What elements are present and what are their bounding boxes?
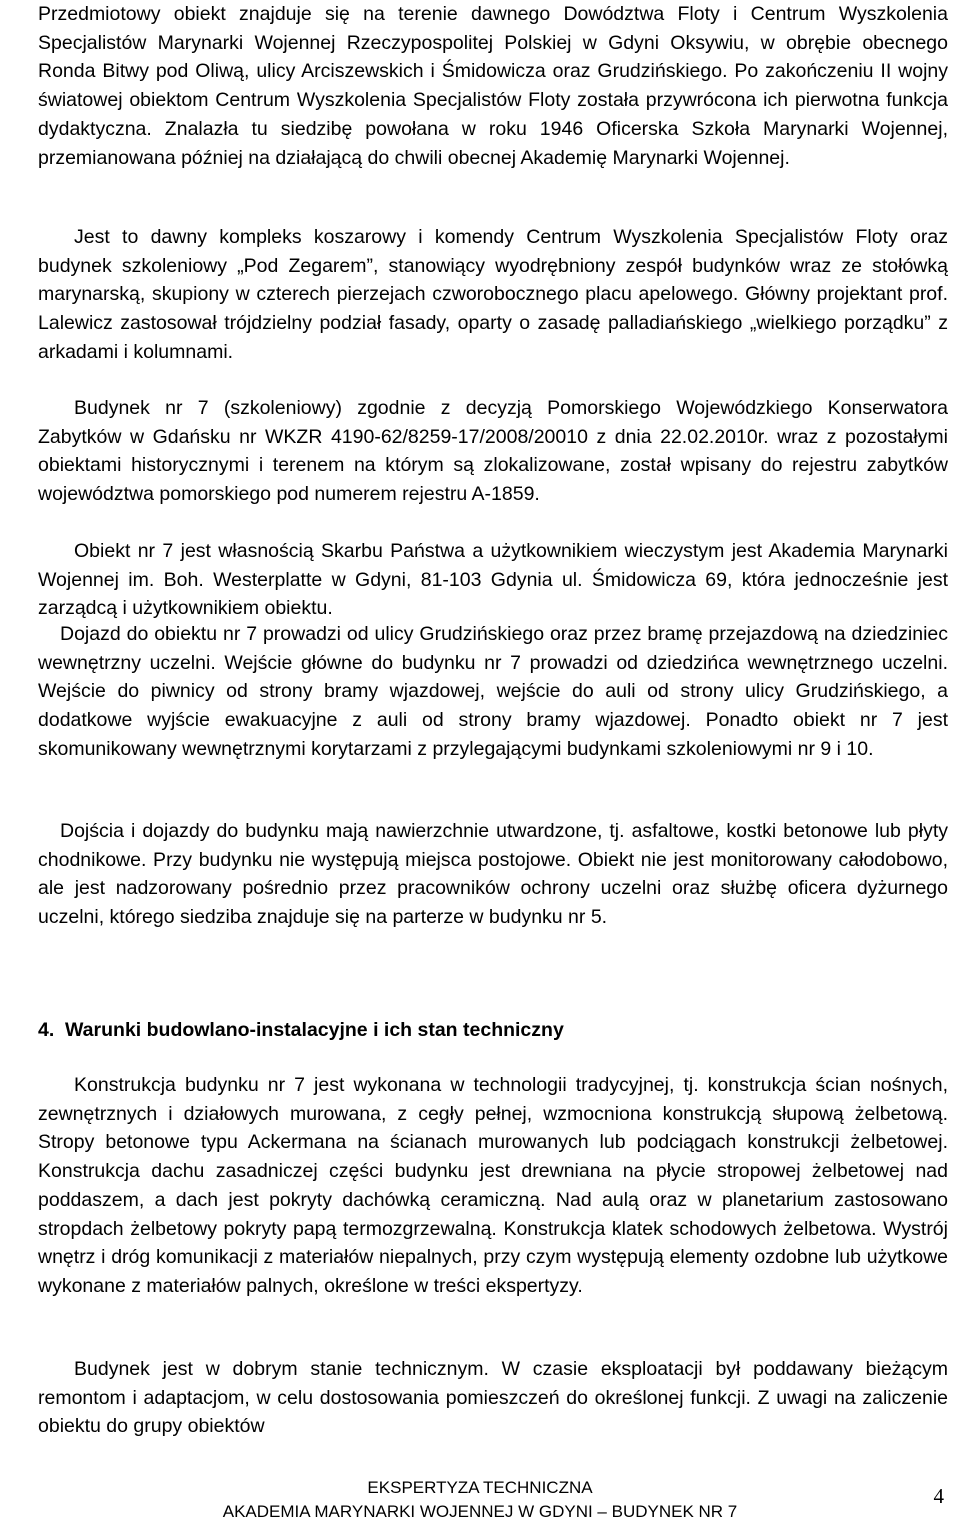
section-heading	[38, 1016, 948, 1045]
paragraph-condition: Budynek jest w dobrym stanie technicznym. W czasie eksploatacji był poddawany bieżącym remontom i adaptacjom, w celu dostosowania pomieszczeń do określonej funkcji. Z uwagi na zaliczenie obiektu do grupy obiektów	[38, 1358, 948, 1438]
paragraph-complex: Jest to dawny kompleks koszarowy i komendy Centrum Wyszkolenia Specjalistów Floty oraz budynek szkoleniowy „Pod Zegarem”, stanowiący wyodrębniony zespół budynków wraz ze stołówką marynarską, skupiony w czterech pierzejach czworobocznego placu apelowego. Główny projektant prof. Lalewicz zastosował trójdzielny podział fasady, oparty o zasadę palladiańskiego „wielkiego porządku” z arkadami i kolumnami.	[38, 226, 948, 363]
paragraph-construction: Konstrukcja budynku nr 7 jest wykonana w technologii tradycyjnej, tj. konstrukcja ścian nośnych, zewnętrznych i działowych murowana, z cegły pełnej, wzmocniona konstrukcją słupową żelbetową. Stropy betonowe typu Ackermana na ścianach murowanych lub podciągach konstrukcji żelbetowej. Konstrukcja dachu zasadniczej części budynku jest drewniana na płycie stropowej żelbetowej nad poddaszem, a dach jest pokryty dachówką ceramiczną. Nad aulą oraz w planetarium zastosowano stropdach żelbetowy pokryty papą termozgrzewalną. Konstrukcja klatek schodowych żelbetowa. Wystrój wnętrz i dróg komunikacji z materiałów niepalnych, przy czym występują elementy ozdobne lub użytkowe wykonane z materiałów palnych, określone w treści ekspertyzy.	[38, 1074, 948, 1297]
page-number: 4	[933, 1484, 944, 1508]
section-title: Warunki budowlano-instalacyjne i ich stan techniczny	[65, 1019, 564, 1041]
footer-subtitle: AKADEMIA MARYNARKI WOJENNEJ W GDYNI – BUDYNEK NR 7	[222, 1502, 738, 1521]
paragraph-access: Dojazd do obiektu nr 7 prowadzi od ulicy Grudzińskiego oraz przez bramę przejazdową na dziedziniec wewnętrzny uczelni. Wejście główne do budynku nr 7 prowadzi od dziedzińca wewnętrznego uczelni. Wejście do piwnicy od strony bramy wjazdowej, wejście do auli od strony ulicy Grudzińskiego, a dodatkowe wyjście ewakuacyjne z auli od strony bramy wjazdowej. Ponadto obiekt nr 7 jest skomunikowany wewnętrznymi korytarzami z przylegającymi budynkami szkoleniowymi nr 9 i 10.	[38, 623, 948, 760]
paragraph-paths: Dojścia i dojazdy do budynku mają nawierzchnie utwardzone, tj. asfaltowe, kostki betonowe lub płyty chodnikowe. Przy budynku nie występują miejsca postojowe. Obiekt nie jest monitorowany całodobowo, ale jest nadzorowany pośrednio przez pracowników ochrony uczelni oraz służbę oficera dyżurnego uczelni, którego siedziba znajduje się na parterze w budynku nr 5.	[38, 820, 948, 929]
paragraph-ownership: Obiekt nr 7 jest własnością Skarbu Państwa a użytkownikiem wieczystym jest Akademia Marynarki Wojennej im. Boh. Westerplatte w Gdyni, 81-103 Gdynia ul. Śmidowicza 69, która jednocześnie jest zarządcą i użytkownikiem obiektu.	[38, 540, 948, 620]
section-number: 4.	[38, 1019, 55, 1041]
paragraph-heritage-register: Budynek nr 7 (szkoleniowy) zgodnie z decyzją Pomorskiego Wojewódzkiego Konserwatora Zabytków w Gdańsku nr WKZR 4190-62/8259-17/2008/20010 z dnia 22.02.2010r. wraz z pozostałymi obiektami historycznymi i terenem na którym są zlokalizowane, został wpisany do rejestru zabytków województwa pomorskiego pod numerem rejestru A-1859.	[38, 397, 948, 506]
footer-title: EKSPERTYZA TECHNICZNA	[367, 1478, 593, 1497]
paragraph-history: Przedmiotowy obiekt znajduje się na terenie dawnego Dowództwa Floty i Centrum Wyszkolenia Specjalistów Marynarki Wojennej Rzeczypospolitej Polskiej w Gdyni Oksywiu, w obrębie obecnego Ronda Bitwy pod Oliwą, ulicy Arciszewskich i Śmidowicza oraz Grudzińskiego. Po zakończeniu II wojny światowej obiektom Centrum Wyszkolenia Specjalistów Floty została przywrócona ich pierwotna funkcja dydaktyczna. Znalazła tu siedzibę powołana w roku 1946 Oficerska Szkoła Marynarki Wojennej, przemianowana później na działającą do chwili obecnej Akademię Marynarki Wojennej.	[38, 3, 948, 169]
